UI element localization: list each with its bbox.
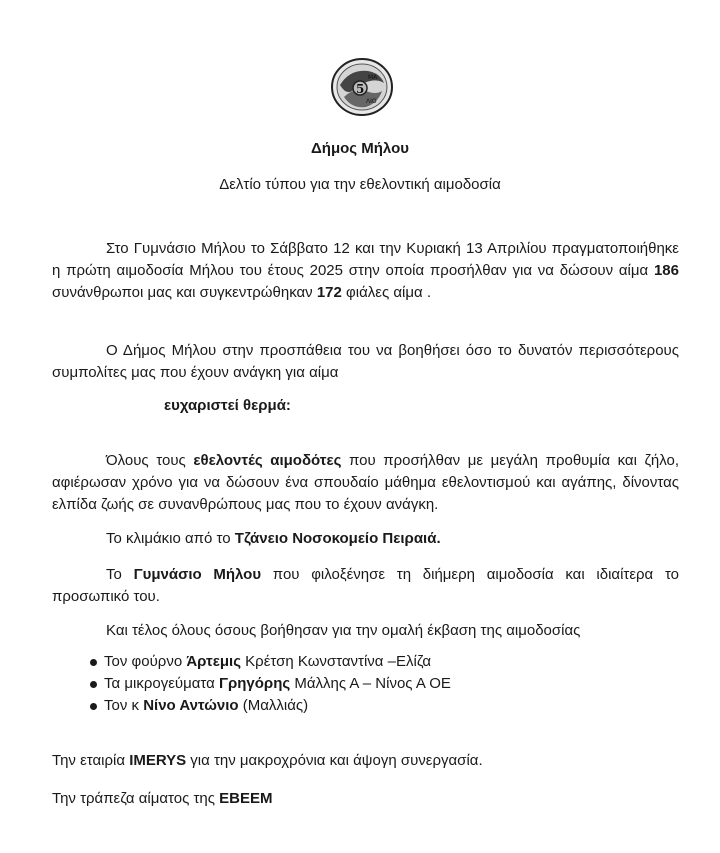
bold-text: Νίνο Αντώνιο (143, 697, 239, 714)
paragraph-volunteer-donors (52, 450, 679, 516)
list-item-text: Μάλλης Α – Νίνος Α ΟΕ (290, 675, 451, 692)
sponsors-list (90, 651, 451, 717)
bullet-icon (90, 703, 97, 710)
paragraph-imerys (52, 750, 483, 772)
paragraph-text: συνάνθρωποι μας και συγκεντρώθηκαν (52, 284, 317, 301)
paragraph-hospital-team (106, 528, 441, 550)
paragraph-school (52, 564, 679, 608)
paragraph-text: που προσήλθαν με μεγάλη προθυμία και ζήλο, αφιέρωσαν χρόνο για να δώσουν ένα σπουδαίο μάθημα εθελοντισμού και αγάπης, δίνοντας ελπίδα ζωής σε συνανθρώπους μας που το έχουν ανάγκη. (52, 452, 680, 513)
paragraph-text: για την μακροχρόνια και άψογη συνεργασία. (186, 752, 483, 769)
paragraph-text: φιάλες αίμα . (341, 284, 432, 301)
svg-text:ΛΙΟ: ΛΙΟ (366, 98, 377, 105)
bullet-icon (90, 681, 97, 688)
list-item (90, 695, 451, 717)
bottles-count: 172 (316, 284, 342, 301)
bold-text: Άρτεμις (186, 653, 241, 670)
paragraph-blood-bank (52, 788, 272, 810)
bold-text: Γυμνάσιο Μήλου (133, 566, 262, 583)
paragraph-municipality-effort: Ο Δήμος Μήλου στην προσπάθεια του να βοηθήσει όσο το δυνατόν περισσότερους συμπολίτες μας που έχουν ανάγκη για αίμα (52, 342, 679, 381)
svg-text:ΜΑ: ΜΑ (368, 74, 378, 81)
bullet-icon (90, 659, 97, 666)
list-item (90, 651, 451, 673)
page-subtitle: Δελτίο τύπου για την εθελοντική αιμοδοσία (219, 176, 501, 193)
paragraph-text: Την τράπεζα αίματος της (52, 790, 220, 807)
paragraph-text: Το (106, 566, 134, 583)
paragraph-text: Την εταιρία (52, 752, 130, 769)
list-item-text: Τον φούρνο (104, 653, 187, 670)
paragraph-text: που φιλοξένησε τη διήμερη αιμοδοσία και ιδιαίτερα το προσωπικό του. (52, 566, 679, 605)
thanks-heading: ευχαριστεί θερμά: (164, 397, 291, 414)
list-item-text: (Μαλλιάς) (238, 697, 309, 714)
paragraph-text: Όλους τους (106, 452, 194, 469)
bold-text: ΕΒΕΕΜ (219, 790, 273, 807)
bold-text: Γρηγόρης (218, 675, 291, 692)
list-item-text: Κρέτση Κωνσταντίνα –Ελίζα (241, 653, 432, 670)
coin-emblem-icon (330, 57, 394, 117)
list-item-text: Τον κ (104, 697, 144, 714)
list-item-text: Τα μικρογεύματα (104, 675, 219, 692)
paragraph-text: Στο Γυμνάσιο Μήλου το Σάββατο 12 και την Κυριακή 13 Απριλίου πραγματοποιήθηκε η πρώτη αιμοδοσία Μήλου του έτους 2025 στην οποία προσήλθαν για να δώσουν αίμα (52, 240, 679, 279)
paragraph-helpers: Και τέλος όλους όσους βοήθησαν για την ομαλή έκβαση της αιμοδοσίας (106, 622, 581, 639)
svg-text:5: 5 (356, 82, 365, 96)
paragraph-text: Το κλιμάκιο από το (106, 530, 235, 547)
bold-text: Τζάνειο Νοσοκομείο Πειραιά. (234, 530, 441, 547)
bold-text: IMERYS (129, 752, 187, 769)
donors-count: 186 (653, 262, 679, 279)
bold-text: εθελοντές αιμοδότες (193, 452, 342, 469)
page-title: Δήμος Μήλου (311, 140, 409, 157)
paragraph-donation-summary (52, 238, 679, 304)
list-item (90, 673, 451, 695)
